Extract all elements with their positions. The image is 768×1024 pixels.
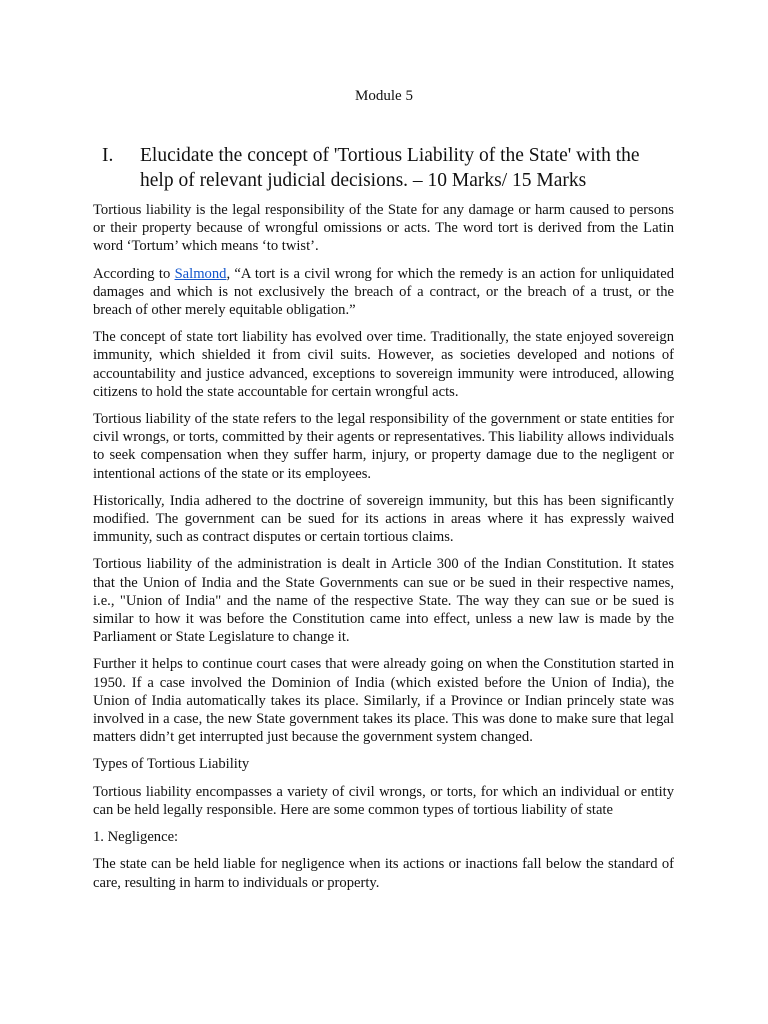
paragraph-definition: Tortious liability is the legal responsibility of the State for any damage or harm caused to persons or their property because of wrongful omissions or acts. The word tort is derived from the Latin word ‘Tortum’ which means ‘to twist’. [93,202,674,255]
paragraph-state-liability: Tortious liability of the state refers to the legal responsibility of the government or state entities for civil wrongs, or torts, committed by their agents or representatives. This liability allows individuals to seek compensation when they suffer harm, injury, or property damage due to the negligent or intentional actions of the state or its employees. [93,411,674,482]
question-heading [102,143,677,193]
paragraph-salmond-intro: According to [93,265,175,282]
paragraph-evolution: The concept of state tort liability has evolved over time. Traditionally, the state enjoyed sovereign immunity, which shielded it from civil suits. However, as societies developed and notions of accountability and justice advanced, exceptions to sovereign immunity were introduced, allowing citizens to hold the state accountable for certain wrongful acts. [93,329,674,400]
paragraph-types-intro: Tortious liability encompasses a variety of civil wrongs, or torts, for which an individual or entity can be held legally responsible. Here are some common types of tortious liability of state [93,783,674,818]
paragraph-salmond-quote: , “A tort is a civil wrong for which the remedy is an action for unliquidated damages and which is not exclusively the breach of a contract, or the breach of a trust, or the breach of other merely equitable obligation.” [93,265,674,319]
paragraph-negligence: The state can be held liable for negligence when its actions or inactions fall below the standard of care, resulting in harm to individuals or property. [93,856,674,891]
salmond-link[interactable]: Salmond [174,265,227,282]
paragraph-continuity: Further it helps to continue court cases that were already going on when the Constitution started in 1950. If a case involved the Dominion of India (which existed before the Union of India), the Union of India automatically takes its place. Similarly, if a Province or Indian princely state was involved in a case, the new State government takes its place. This was done to make sure that legal matters didn’t get interrupted just because the government system changed. [93,656,674,746]
list-item-negligence: 1. Negligence: [93,829,179,846]
module-title: Module 5 [355,88,413,104]
question-text: Elucidate the concept of 'Tortious Liability of the State' with the help of relevant judicial decisions. – 10 Marks/ 15 Marks [140,145,640,191]
paragraph-history: Historically, India adhered to the doctrine of sovereign immunity, but this has been significantly modified. The government can be sued for its actions in areas where it has expressly waived immunity, such as contract disputes or certain tortious claims. [93,492,674,546]
paragraph-salmond [93,265,674,320]
paragraph-article-300: Tortious liability of the administration is dealt in Article 300 of the Indian Constitution. It states that the Union of India and the State Governments can sue or be sued in their respective names, i.e., "Union of India" and the name of the respective State. The way they can sue or be sued is similar to how it was before the Constitution came into effect, unless a new law is made by the Parliament or State Legislature to change it. [93,556,674,646]
question-number: I. [102,145,114,166]
document-body [93,201,674,901]
section-heading-types: Types of Tortious Liability [93,756,250,773]
